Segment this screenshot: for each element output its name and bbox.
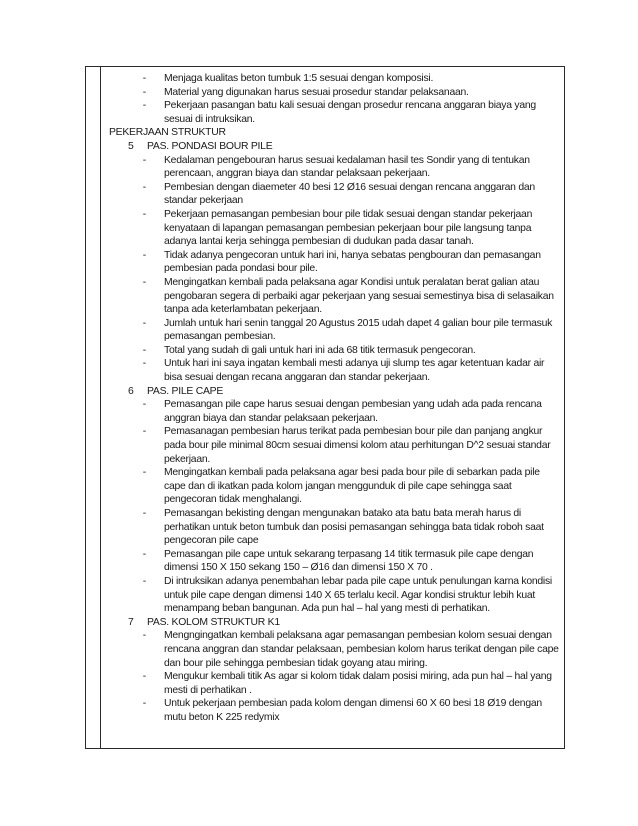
bullet-text: Pembesian dengan diaemeter 40 besi 12 Ø16 sesuai dengan rencana anggaran dan standar pekerjaan [164, 181, 535, 207]
bullet-dash: - [142, 73, 146, 84]
bullet-dash: - [142, 208, 146, 220]
bullet-dash: - [142, 181, 146, 193]
bullet-dash: - [142, 508, 146, 519]
bullet-text: Pekerjaan pemasangan pembesian bour pile tidak sesuai dengan standar pekerjaan kenyataan di lapangan pemasangan pembesian pekerjaan bour pile langsung tanpa adanya lantai kerja sehingga pembesian di dudukan pada dasar tanah. [164, 208, 533, 248]
bullet-item [104, 425, 562, 466]
section-title: PEKERJAAN STRUKTUR [109, 127, 226, 139]
bullet-item [104, 249, 562, 276]
subsection-title: PAS. KOLOM STRUKTUR K1 [147, 616, 280, 628]
document-body [104, 72, 562, 725]
bullet-text: Total yang sudah di gali untuk hari ini ada 68 titik termasuk pengecoran. [164, 344, 476, 356]
bullet-text: Mengukur kembali titik As agar si kolom tidak dalam posisi miring, ada pun hal – hal yang mesti di perhatikan . [164, 671, 552, 696]
bullet-text: Untuk hari ini saya ingatan kembali mesti adanya uji slump tes agar ketentuan kadar air bisa sesuai dengan recana anggaran dan standar pekerjaan. [164, 358, 545, 384]
bullet-dash: - [142, 426, 146, 438]
bullet-dash: - [142, 100, 146, 112]
bullet-dash: - [142, 698, 146, 710]
bullet-item [104, 276, 562, 317]
bullet-item [104, 154, 562, 181]
bullet-dash: - [142, 86, 146, 98]
subsection-heading [104, 140, 562, 154]
bullet-item [104, 548, 562, 575]
subsection-number: 5 [128, 140, 134, 152]
bullet-text: Tidak adanya pengecoran untuk hari ini, hanya sebatas pengbouran dan pemasangan pembesian pada pondasi bour pile. [164, 249, 541, 275]
bullet-text: Menjaga kualitas beton tumbuk 1:5 sesuai dengan komposisi. [164, 73, 434, 84]
bullet-text: Mengingatkan kembali pada pelaksana agar besi pada bour pile di sebarkan pada pile cape dan di ikatkan pada kolom jangan menggunduk di pile cape sehingga saat pengecoran tidak menghalangi. [164, 467, 540, 506]
bullet-text: Pemasangan bekisting dengan mengunakan batako ata batu bata merah harus di perhatikan untuk beton tumbuk dan posisi pemasangan sehingga bata tidak roboh saat pengecoran pile cape [164, 508, 544, 547]
bullet-dash: - [142, 630, 146, 642]
bullet-dash: - [142, 575, 146, 587]
bullet-text: Untuk pekerjaan pembesian pada kolom dengan dimensi 60 X 60 besi 18 Ø19 dengan mutu beton K 225 redymix [164, 698, 542, 723]
bullet-dash: - [142, 154, 146, 166]
bullet-text: Di intruksikan adanya penembahan lebar pada pile cape untuk penulungan karna kondisi untuk pile cape dengan dimensi 140 X 65 terlalu kecil. Agar kondisi struktur lebih kuat menampang beban bangunan. Ada pun hal – hal yang mesti di perhatikan. [164, 575, 552, 615]
bullet-item [104, 466, 562, 507]
bullet-text: Pemasangan pile cape harus sesuai dengan pembesian yang udah ada pada rencana anggran biaya dan standar pelaksaan pekerjaan. [164, 399, 542, 424]
table-column-divider [100, 66, 101, 749]
bullet-dash: - [142, 276, 146, 288]
bullet-text: Kedalaman pengebouran harus sesuai kedalaman hasil tes Sondir yang di tentukan perencaan, anggran biaya dan standar pelaksaan pekerjaan. [164, 154, 530, 180]
bullet-text: Material yang digunakan harus sesuai prosedur standar pelaksanaan. [164, 86, 469, 98]
bullet-item [104, 344, 562, 358]
bullet-text: Pekerjaan pasangan batu kali sesuai dengan prosedur rencana anggaran biaya yang sesuai di intruksikan. [164, 100, 536, 125]
subsection-heading [104, 616, 562, 630]
bullet-item [104, 670, 562, 697]
bullet-text: Jumlah untuk hari senin tanggal 20 Agustus 2015 udah dapet 4 galian bour pile termasuk pemasangan pembesian. [164, 317, 553, 343]
bullet-dash: - [142, 344, 146, 356]
subsection-title: PAS. PILE CAPE [147, 385, 224, 397]
subsection-number: 7 [128, 616, 134, 628]
bullet-item [104, 86, 562, 100]
subsection-title: PAS. PONDASI BOUR PILE [147, 140, 273, 152]
bullet-item [104, 629, 562, 670]
bullet-text: Pemasanagan pembesian harus terikat pada pembesian bour pile dan panjang angkur pada bour pile minimal 80cm sesuai dimensi kolom atau perhitungan D^2 sesuai standar pekerjaan. [164, 426, 551, 465]
bullet-dash: - [142, 671, 146, 683]
bullet-item [104, 357, 562, 384]
bullet-item [104, 181, 562, 208]
bullet-item [104, 72, 562, 86]
bullet-text: Mengingatkan kembali pada pelaksana agar Kondisi untuk peralatan berat galian atau pengobaran segera di perbaiki agar pekerjaan yang sesuai semestinya bisa di selasaikan tanpa ada keterlambatan pekerjaan. [164, 276, 554, 316]
bullet-dash: - [142, 467, 146, 479]
bullet-item [104, 317, 562, 344]
bullet-text: Mengngingatkan kembali pelaksana agar pemasangan pembesian kolom sesuai dengan rencana anggran dan standar pelaksaan, pembesian kolom harus terikat dengan pile cape dan bour pile sehingga pembesian tidak goyang atau miring. [164, 630, 559, 669]
bullet-item [104, 398, 562, 425]
subsection-heading [104, 385, 562, 399]
bullet-dash: - [142, 399, 146, 411]
bullet-item [104, 99, 562, 126]
bullet-item [104, 507, 562, 548]
bullet-dash: - [142, 317, 146, 329]
bullet-item [104, 697, 562, 724]
bullet-item [104, 208, 562, 249]
bullet-dash: - [142, 249, 146, 261]
bullet-dash: - [142, 548, 146, 560]
bullet-item [104, 575, 562, 616]
bullet-text: Pemasangan pile cape untuk sekarang terpasang 14 titik termasuk pile cape dengan dimensi 150 X 150 sekang 150 – Ø16 dan dimensi 150 X 70 . [164, 548, 534, 574]
bullet-dash: - [142, 358, 146, 370]
subsection-number: 6 [128, 385, 134, 397]
